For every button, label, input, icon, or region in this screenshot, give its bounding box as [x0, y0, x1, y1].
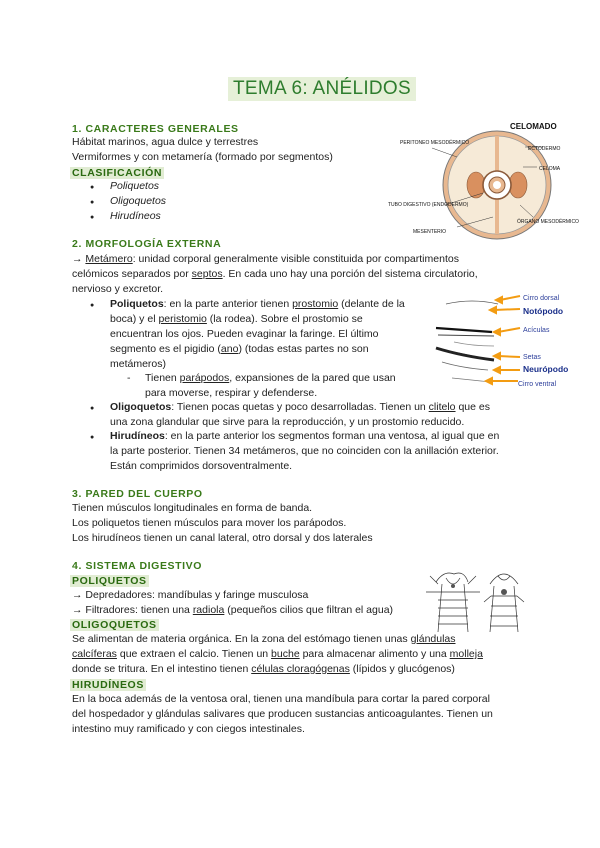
s4-oli-line-2: calcíferas que extraen el calcio. Tienen un buche para almacenar alimento y una molleja	[72, 648, 483, 660]
hirudineos-desc-line-3: Están comprimidos dorsoventralmente.	[110, 460, 293, 472]
s1-line-1: Hábitat marinos, agua dulce y terrestres	[72, 136, 259, 148]
section-1-heading: 1. CARACTERES GENERALES	[72, 123, 239, 135]
poliquetos-desc-line-2: boca) y el peristomio (la rodea). Sobre el prostomio se	[110, 313, 363, 325]
label-peritoneo: PERITONEO MESODÉRMICO	[400, 140, 470, 146]
oligoquetos-desc-line-1: ● Oligoquetos: Tienen pocas quetas y poco desarrolladas. Tienen un clitelo que es	[110, 400, 490, 415]
label-organo: ÓRGANO MESODÉRMICO	[517, 219, 579, 225]
s4-oligoquetos-heading: OLIGOQUETOS	[72, 619, 157, 631]
s4-hir-line-3: intestino muy ramificado y con ciegos intestinales.	[72, 723, 305, 735]
s4-oli-line-1: Se alimentan de materia orgánica. En la zona del estómago tienen unas glándulas	[72, 633, 456, 645]
section-4-heading: 4. SISTEMA DIGESTIVO	[72, 560, 203, 572]
s2-metamero-line-2: celómicos separados por septos. En cada uno hay una porción del sistema circulatorio,	[72, 268, 478, 280]
s4-pol-line-2: → Filtradores: tienen una radiola (pequeños cilios que filtran el agua)	[72, 604, 394, 616]
poliquetos-desc-line-5: metámeros)	[110, 358, 167, 370]
s3-line-2: Los poliquetos tienen músculos para mover los parápodos.	[72, 517, 347, 529]
poliquetos-jaw-drawing	[424, 562, 544, 636]
section-3-heading: 3. PARED DEL CUERPO	[72, 488, 203, 500]
poliquetos-desc-line-3: encuentran los ojos. Pueden evaginar la faringe. El último	[110, 328, 379, 340]
poliquetos-desc-line-4: segmento es el pigidio (ano) (todas estas partes no son	[110, 343, 369, 355]
label-notopodo: Notópodo	[523, 306, 564, 316]
section-2-heading: 2. MORFOLOGÍA EXTERNA	[72, 238, 222, 250]
clasificacion-heading: CLASIFICACIÓN	[72, 167, 163, 179]
parapodos-line-2: para moverse, respirar y defenderse.	[145, 387, 318, 399]
page-title: TEMA 6: ANÉLIDOS	[228, 77, 416, 101]
parapodos-line-1: - Tienen parápodos, expansiones de la pared que usan	[145, 371, 396, 386]
s3-line-3: Los hirudíneos tienen un canal lateral, otro dorsal y dos laterales	[72, 532, 373, 544]
parapodo-diagram	[432, 290, 592, 390]
clas-item-oligoquetos: ● Oligoquetos	[110, 194, 166, 209]
s4-hir-line-1: En la boca además de la ventosa oral, tienen una mandíbula para cortar la pared corporal	[72, 693, 490, 705]
s4-hir-line-2: del hospedador y glándulas salivares que producen sustancias anticoagulantes. Tienen un	[72, 708, 493, 720]
label-mesenterio: MESENTERIO	[413, 229, 447, 235]
s3-line-1: Tienen músculos longitudinales en forma de banda.	[72, 502, 313, 514]
label-aciculas: Acículas	[523, 327, 550, 334]
label-celoma: CELOMA	[539, 166, 561, 172]
label-tubo-digestivo: TUBO DIGESTIVO (ENDODERMO)	[388, 202, 469, 208]
poliquetos-desc-line-1: ● Poliquetos: en la parte anterior tienen prostomio (delante de la	[110, 297, 405, 312]
hirudineos-desc-line-2: la parte posterior. Tienen 34 metámeros, que no coinciden con la anillación exterior.	[110, 445, 499, 457]
label-neuropodo: Neurópodo	[523, 364, 569, 374]
s4-pol-line-1: → Depredadores: mandíbulas y faringe musculosa	[72, 589, 309, 601]
s1-line-2: Vermiformes y con metamería (formado por segmentos)	[72, 151, 333, 163]
celomado-title: CELOMADO	[510, 122, 557, 131]
clas-item-hirudineos: ● Hirudíneos	[110, 209, 161, 224]
celomado-diagram	[385, 117, 585, 242]
label-cirro-dorsal: Cirro dorsal	[523, 295, 560, 302]
label-ectodermo: ECTODERMO	[528, 146, 561, 152]
label-cirro-ventral: Cirro ventral	[518, 381, 557, 388]
hirudineos-desc-line-1: ● Hirudíneos: en la parte anterior los segmentos forman una ventosa, al igual que en	[110, 429, 499, 444]
s4-oli-line-3: donde se tritura. En el intestino tienen células cloragógenas (lípidos y glucógenos)	[72, 663, 455, 675]
s2-metamero-line-1: → Metámero: unidad corporal generalmente visible constituida por compartimentos	[72, 253, 459, 265]
label-setas: Setas	[523, 354, 541, 361]
s2-metamero-line-3: nervioso y excretor.	[72, 283, 164, 295]
s4-hirudineos-heading: HIRUDÍNEOS	[72, 679, 144, 691]
clas-item-poliquetos: ● Poliquetos	[110, 179, 159, 194]
s4-poliquetos-heading: POLIQUETOS	[72, 575, 147, 587]
oligoquetos-desc-line-2: una zona glandular que sirve para la reproducción, y un prostomio reducido.	[110, 416, 465, 428]
